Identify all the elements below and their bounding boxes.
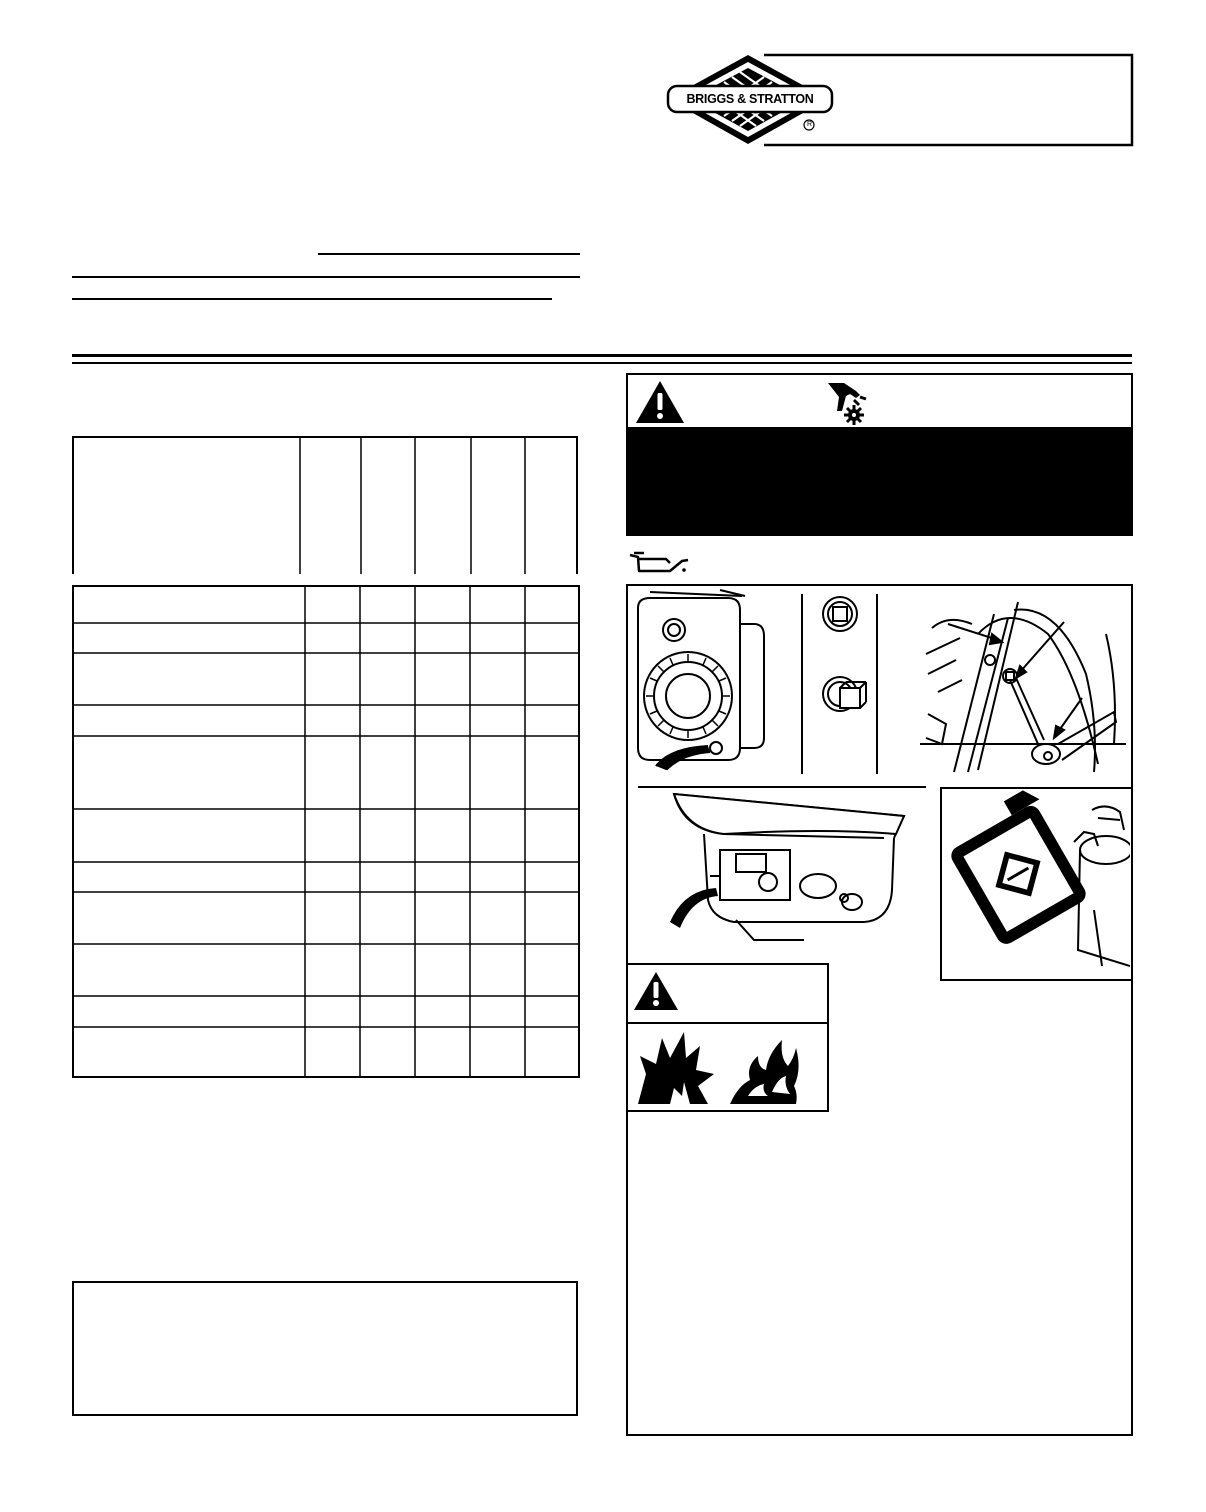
illustration-divider-1 (801, 594, 803, 774)
explosion-icon (636, 1030, 716, 1106)
fire-warning-divider (626, 1022, 829, 1024)
logo-wordmark: BRIGGS & STRATTON (686, 92, 814, 106)
fire-icon (728, 1036, 800, 1106)
oil-bottle-illustration (944, 790, 1130, 976)
maintenance-table (72, 436, 580, 1078)
engine-underside-illustration (664, 790, 914, 942)
section-rule-top (72, 354, 1132, 357)
hand-entanglement-icon (826, 377, 870, 427)
warning-panel (626, 373, 1133, 536)
form-line-1 (318, 253, 580, 255)
engine-side-illustration (630, 588, 792, 770)
warning-header (626, 373, 1133, 429)
warning-triangle-icon (634, 379, 686, 425)
drain-plug-illustration (810, 594, 874, 730)
notice-box (72, 1281, 578, 1416)
wrench-drain-illustration (918, 594, 1130, 774)
maintenance-table-grid (72, 436, 580, 1078)
warning-message-block (626, 429, 1133, 536)
warning-triangle-icon-2 (632, 970, 680, 1012)
oil-can-icon (626, 549, 690, 575)
illustration-divider-2 (876, 594, 878, 774)
section-rule-bottom (72, 362, 1132, 364)
form-line-2 (72, 276, 580, 278)
brand-header (664, 52, 1134, 148)
form-line-3 (72, 298, 552, 300)
registered-mark: R (806, 121, 813, 128)
illustration-divider-3 (638, 786, 926, 788)
